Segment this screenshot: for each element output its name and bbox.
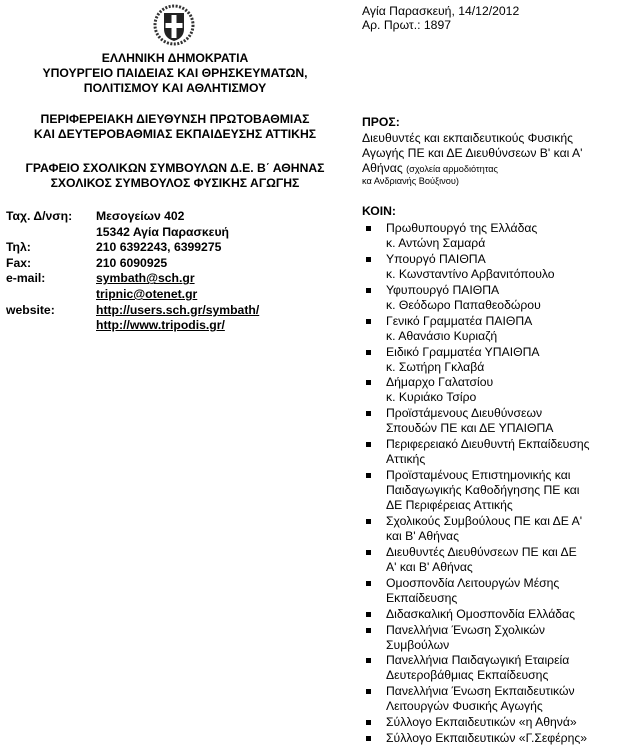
cc-recipient-line: Υπουργό ΠΑΙΘΠΑ bbox=[386, 251, 486, 266]
bullet-icon bbox=[362, 283, 386, 313]
cc-recipient-line: και Β' Αθήνας bbox=[386, 529, 459, 544]
cc-recipient bbox=[386, 345, 620, 375]
cc-recipient-line: Διευθυντές Διευθύνσεων ΠΕ και ΔΕ bbox=[386, 544, 577, 559]
date-protocol-block bbox=[362, 4, 519, 32]
cc-recipient bbox=[386, 468, 620, 513]
header-line: ΓΡΑΦΕΙΟ ΣΧΟΛΙΚΩΝ ΣΥΜΒΟΥΛΩΝ Δ.Ε. Β΄ ΑΘΗΝΑΣ bbox=[25, 161, 325, 175]
cc-recipient-line: Σύλλογο Εκπαιδευτικών «η Αθηνά» bbox=[386, 715, 577, 730]
recipients-line bbox=[362, 161, 618, 176]
bullet-icon bbox=[362, 545, 386, 575]
bullet-icon bbox=[362, 607, 386, 622]
cc-recipient-line: Ομοσπονδία Λειτουργών Μέσης bbox=[386, 575, 560, 590]
cc-recipient-line: Εκπαίδευσης bbox=[386, 590, 458, 605]
contact-row-website bbox=[6, 303, 259, 319]
cc-list-item bbox=[362, 623, 620, 653]
recipients-text bbox=[362, 131, 618, 187]
contact-row-city bbox=[6, 225, 259, 241]
cc-recipient-line: Σύλλογο Εκπαιδευτικών «Γ.Σεφέρης» bbox=[386, 731, 587, 746]
cc-list-item bbox=[362, 375, 620, 405]
greek-coat-of-arms-emblem bbox=[152, 3, 196, 47]
cc-recipient-line: κ. Σωτήρη Γκλαβά bbox=[386, 359, 485, 374]
cc-list-item bbox=[362, 221, 620, 251]
cc-list-item bbox=[362, 468, 620, 513]
cc-recipient-line: Σχολικούς Συμβούλους ΠΕ και ΔΕ Α' bbox=[386, 514, 583, 529]
cc-list-item bbox=[362, 607, 620, 622]
cc-recipient-line: Συμβούλων bbox=[386, 637, 450, 652]
contact-label: Fax: bbox=[6, 255, 32, 270]
website-link[interactable]: http://users.sch.gr/symbath/ bbox=[96, 302, 260, 317]
recipients-title: ΠΡΟΣ: bbox=[362, 115, 400, 129]
cc-block bbox=[362, 204, 620, 747]
contact-row-email bbox=[6, 271, 259, 287]
cc-recipient bbox=[386, 314, 620, 344]
cc-recipient-line: Πρωθυπουργό της Ελλάδας bbox=[386, 221, 538, 235]
contact-value: Μεσογείων 402 bbox=[96, 209, 185, 223]
bullet-icon bbox=[362, 406, 386, 436]
cc-recipient-line: ΔΕ Περιφέρειας Αττικής bbox=[386, 498, 513, 513]
cc-recipient-line: Λειτουργών Φυσικής Αγωγής bbox=[386, 699, 543, 714]
cc-list-item bbox=[362, 576, 620, 606]
bullet-icon bbox=[362, 375, 386, 405]
bullet-icon bbox=[362, 468, 386, 513]
cc-recipient bbox=[386, 684, 620, 714]
emblem-icon bbox=[152, 3, 196, 47]
recipients-note: (σχολεία αρμοδιότητας bbox=[406, 164, 498, 174]
cc-recipient bbox=[386, 545, 620, 575]
bullet-icon bbox=[362, 623, 386, 653]
cc-recipient-line: Πανελλήνια Ένωση Εκπαιδευτικών bbox=[386, 684, 575, 699]
cc-recipient bbox=[386, 731, 620, 746]
cc-recipient-line: κ. Θεόδωρο Παπαθεοδώρου bbox=[386, 297, 541, 312]
contact-row-phone bbox=[6, 240, 259, 256]
cc-list-item bbox=[362, 314, 620, 344]
contact-label: e-mail: bbox=[6, 271, 46, 286]
contact-value: 15342 Αγία Παρασκευή bbox=[96, 224, 229, 239]
website-link[interactable]: http://www.tripodis.gr/ bbox=[96, 318, 225, 333]
bullet-icon bbox=[362, 715, 386, 730]
cc-list-item bbox=[362, 406, 620, 436]
protocol-number: Αρ. Πρωτ.: 1897 bbox=[362, 18, 451, 32]
contact-block bbox=[6, 209, 259, 334]
bullet-icon bbox=[362, 221, 386, 251]
cc-recipient-line: Πανελλήνια Ένωση Σχολικών bbox=[386, 622, 545, 637]
recipients-note: κα Ανδριανής Βούξινου) bbox=[362, 176, 459, 186]
cc-title: ΚΟΙΝ: bbox=[362, 204, 396, 218]
cc-list-item bbox=[362, 545, 620, 575]
bullet-icon bbox=[362, 684, 386, 714]
cc-recipient bbox=[386, 437, 620, 467]
cc-recipient bbox=[386, 623, 620, 653]
cc-recipient bbox=[386, 715, 620, 730]
cc-recipient bbox=[386, 607, 620, 622]
contact-label: Ταχ. Δ/νση: bbox=[6, 209, 73, 223]
cc-recipient-line: Διδασκαλική Ομοσπονδία Ελλάδας bbox=[386, 606, 575, 621]
cc-list-item bbox=[362, 437, 620, 467]
header-line: ΕΛΛΗΝΙΚΗ ΔΗΜΟΚΡΑΤΙΑ bbox=[101, 51, 249, 65]
cc-recipient-line: Σπουδών ΠΕ και ΔΕ ΥΠΑΙΘΠΑ bbox=[386, 421, 554, 436]
recipients-block bbox=[362, 115, 618, 187]
cc-recipient bbox=[386, 653, 620, 683]
cc-recipient-line: Α' και Β' Αθήνας bbox=[386, 559, 473, 574]
cc-recipient-line: Παιδαγωγικής Καθοδήγησης ΠΕ και bbox=[386, 483, 580, 498]
cc-recipient-line: Δήμαρχο Γαλατσίου bbox=[386, 375, 494, 390]
contact-row-address bbox=[6, 209, 259, 225]
cc-list bbox=[362, 221, 620, 746]
cc-list-item bbox=[362, 731, 620, 746]
office-header bbox=[0, 161, 350, 191]
bullet-icon bbox=[362, 345, 386, 375]
cc-recipient-line: Ειδικό Γραμματέα ΥΠΑΙΘΠΑ bbox=[386, 344, 540, 359]
cc-recipient-line: Προϊστάμενους Διευθύνσεων bbox=[386, 406, 543, 421]
header-line: ΠΕΡΙΦΕΡΕΙΑΚΗ ΔΙΕΥΘΥΝΣΗ ΠΡΩΤΟΒΑΘΜΙΑΣ bbox=[40, 112, 310, 126]
header-line: ΠΟΛΙΤΙΣΜΟΥ ΚΑΙ ΑΘΛΗΤΙΣΜΟΥ bbox=[83, 81, 267, 95]
contact-label bbox=[6, 287, 96, 303]
recipients-city: Αθήνας bbox=[362, 161, 403, 175]
contact-label bbox=[6, 318, 96, 334]
recipients-line: Διευθυντές και εκπαιδευτικούς Φυσικής bbox=[362, 131, 574, 145]
cc-recipient-line: Δευτεροβάθμιας Εκπαίδευσης bbox=[386, 668, 549, 683]
header-line: ΥΠΟΥΡΓΕΙΟ ΠΑΙΔΕΙΑΣ ΚΑΙ ΘΡΗΣΚΕΥΜΑΤΩΝ, bbox=[42, 66, 308, 80]
cc-recipient bbox=[386, 375, 620, 405]
bullet-icon bbox=[362, 731, 386, 746]
contact-row-fax bbox=[6, 256, 259, 272]
cc-recipient bbox=[386, 576, 620, 606]
contact-row-website2 bbox=[6, 318, 259, 334]
contact-label: website: bbox=[6, 302, 55, 317]
cc-recipient-line: κ. Κωνσταντίνο Αρβανιτόπουλο bbox=[386, 266, 555, 281]
cc-recipient bbox=[386, 406, 620, 436]
contact-label: Τηλ: bbox=[6, 240, 31, 255]
cc-list-item bbox=[362, 684, 620, 714]
bullet-icon bbox=[362, 314, 386, 344]
cc-recipient-line: κ. Αθανάσιο Κυριαζή bbox=[386, 328, 498, 343]
ministry-header bbox=[0, 51, 350, 96]
contact-row-email2 bbox=[6, 287, 259, 303]
cc-list-item bbox=[362, 514, 620, 544]
bullet-icon bbox=[362, 514, 386, 544]
recipients-line: Αγωγής ΠΕ και ΔΕ Διευθύνσεων Β' και Α' bbox=[362, 146, 583, 160]
cc-recipient bbox=[386, 252, 620, 282]
bullet-icon bbox=[362, 252, 386, 282]
cc-recipient-line: Αττικής bbox=[386, 452, 426, 467]
contact-value: 210 6392243, 6399275 bbox=[96, 240, 222, 255]
contact-value: 210 6090925 bbox=[96, 255, 168, 270]
header-line: ΣΧΟΛΙΚΟΣ ΣΥΜΒΟΥΛΟΣ ΦΥΣΙΚΗΣ ΑΓΩΓΗΣ bbox=[50, 176, 300, 190]
cc-recipient-line: Προϊσταμένους Επιστημονικής και bbox=[386, 468, 571, 483]
cc-list-item bbox=[362, 283, 620, 313]
cc-list-item bbox=[362, 345, 620, 375]
email-link[interactable]: symbath@sch.gr bbox=[96, 271, 195, 286]
cc-list-item bbox=[362, 715, 620, 730]
cc-list-item bbox=[362, 653, 620, 683]
place-date: Αγία Παρασκευή, 14/12/2012 bbox=[362, 4, 520, 18]
cc-recipient bbox=[386, 514, 620, 544]
cc-recipient-line: κ. Αντώνη Σαμαρά bbox=[386, 236, 486, 250]
bullet-icon bbox=[362, 576, 386, 606]
bullet-icon bbox=[362, 653, 386, 683]
cc-recipient bbox=[386, 221, 620, 251]
header-line: ΚΑΙ ΔΕΥΤΕΡΟΒΑΘΜΙΑΣ ΕΚΠΑΙΔΕΥΣΗΣ ΑΤΤΙΚΗΣ bbox=[33, 127, 317, 141]
cc-recipient-line: Υφυπουργό ΠΑΙΘΠΑ bbox=[386, 282, 500, 297]
cc-recipient-line: Πανελλήνια Παιδαγωγική Εταιρεία bbox=[386, 653, 570, 668]
cc-recipient bbox=[386, 283, 620, 313]
email-link[interactable]: tripnic@otenet.gr bbox=[96, 286, 198, 301]
contact-label bbox=[6, 225, 96, 241]
cc-recipient-line: κ. Κυριάκο Τσίρο bbox=[386, 390, 477, 405]
cc-recipient-line: Περιφερειακό Διευθυντή Εκπαίδευσης bbox=[386, 437, 590, 452]
bullet-icon bbox=[362, 437, 386, 467]
regional-directorate-header bbox=[0, 112, 350, 142]
cc-recipient-line: Γενικό Γραμματέα ΠΑΙΘΠΑ bbox=[386, 313, 533, 328]
cc-list-item bbox=[362, 252, 620, 282]
